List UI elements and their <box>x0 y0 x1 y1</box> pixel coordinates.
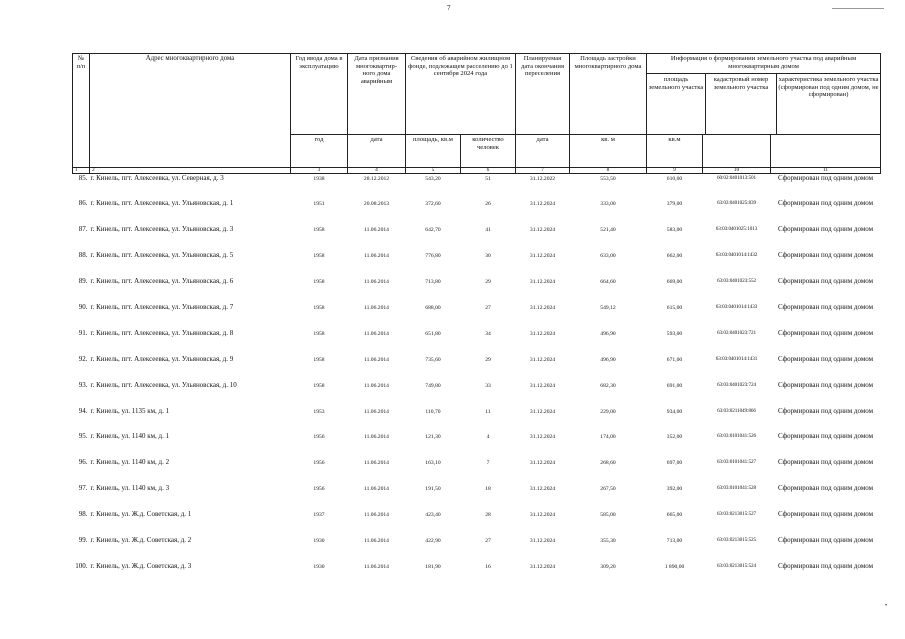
row-number: 96. <box>78 458 88 467</box>
cell-build-area: 585,00 <box>600 512 616 519</box>
cell-address <box>78 174 291 200</box>
cell-planned: 31.12.2024 <box>529 512 556 519</box>
cell-planned: 31.12.2024 <box>529 382 556 389</box>
cell-date: 11.06.2014 <box>364 382 389 389</box>
row-number: 92. <box>78 354 88 363</box>
cell-date: 11.06.2014 <box>364 486 389 493</box>
cell-planned: 31.12.2024 <box>529 227 556 234</box>
table-row <box>73 329 881 355</box>
col-number: 8 <box>570 168 647 174</box>
cell-address <box>75 561 291 588</box>
cell-date: 11.06.2014 <box>364 356 389 363</box>
address-text: г. Кинель, ул. 1140 км, д. 2 <box>90 458 170 467</box>
cell-people: 7 <box>486 460 490 467</box>
cell-year: 1958 <box>313 304 325 311</box>
table-row <box>73 174 881 200</box>
page-number: 7 <box>447 4 451 12</box>
cell-people: 28 <box>485 512 491 519</box>
cell-people: 41 <box>485 227 491 234</box>
cell-land-area: 671,00 <box>666 356 683 363</box>
cell-cadastral: 63:03:0211049:866 <box>717 407 756 414</box>
cell-address <box>78 277 291 303</box>
unit-blank-char <box>771 135 881 168</box>
cell-cadastral: 63:03:0401025:1013 <box>715 226 758 233</box>
cell-date: 11.06.2014 <box>364 330 389 337</box>
cell-address <box>78 458 291 484</box>
unit-date-planned: дата <box>516 135 570 168</box>
unit-blank-cadastral <box>703 135 771 168</box>
col-number: 9 <box>647 168 703 174</box>
cell-area: 423,40 <box>425 512 441 519</box>
cell-year: 1956 <box>313 486 325 493</box>
cell-date: 11.06.2014 <box>364 253 389 260</box>
col-number: 1 <box>73 168 90 174</box>
cell-area: 776,80 <box>425 253 441 260</box>
cell-area: 713,80 <box>425 279 441 286</box>
cell-cadastral: 63:03:0101041:528 <box>717 485 756 492</box>
cell-date: 11.06.2014 <box>364 434 389 441</box>
cell-address <box>78 535 291 562</box>
cell-planned: 31.12.2024 <box>529 253 556 260</box>
col-number: 3 <box>291 168 348 174</box>
cell-land-area: 691,00 <box>666 382 683 389</box>
cell-land-area: 1 890,00 <box>664 563 685 570</box>
cell-cadastral: 63:03:0101041:527 <box>717 459 756 466</box>
cell-land-area: 379,00 <box>666 201 683 208</box>
cell-area: 181,90 <box>425 563 441 570</box>
cell-date: 11.06.2014 <box>364 304 389 311</box>
row-number: 85. <box>78 174 88 182</box>
col-number: 11 <box>771 168 881 174</box>
table-row <box>73 407 881 433</box>
cell-area: 191,50 <box>425 486 441 493</box>
cell-planned: 31.12.2024 <box>529 356 556 363</box>
table-row <box>73 225 881 251</box>
cell-cadastral: 63:03:0401014:1431 <box>715 355 758 362</box>
cell-people: 11 <box>485 408 491 415</box>
cell-people: 27 <box>485 537 491 544</box>
header-building-area: Площадь застройки многоквартирного дома <box>570 54 647 135</box>
cell-land-char: Сформирован под одним домом <box>777 251 874 260</box>
address-text: г. Кинель, ул. Ж.д. Советская, д. 2 <box>90 535 192 544</box>
cell-area: 543,20 <box>425 176 441 182</box>
header-planned-date: Планируемая дата окончания переселения <box>516 54 570 135</box>
cell-build-area: 268,60 <box>600 460 616 467</box>
cell-people: 34 <box>485 330 491 337</box>
row-number: 87. <box>78 225 88 234</box>
cell-land-char: Сформирован под одним домом <box>777 510 874 519</box>
cell-land-area: 593,00 <box>666 330 683 337</box>
cell-planned: 31.12.2024 <box>529 537 556 544</box>
cell-people: 18 <box>485 486 491 493</box>
address-text: г. Кинель, пгт. Алексеевка, ул. Ульяновская, д. 6 <box>90 277 234 286</box>
cell-land-char: Сформирован под одним домом <box>777 302 874 311</box>
cell-date: 28.12.2012 <box>363 176 390 182</box>
cell-year: 1958 <box>313 279 325 286</box>
cell-year: 1958 <box>313 382 325 389</box>
top-rule <box>832 8 884 9</box>
cell-build-area: 355,30 <box>600 537 616 544</box>
row-number: 100. <box>75 561 88 570</box>
cell-cadastral: 60:02:0401013:501 <box>717 175 756 181</box>
cell-build-area: 521,40 <box>600 227 616 234</box>
cell-cadastral: 63:03:0401023:552 <box>717 278 756 285</box>
table-row <box>73 458 881 484</box>
col-number: 2 <box>90 168 291 174</box>
cell-year: 1956 <box>313 460 325 467</box>
cell-build-area: 333,00 <box>600 201 616 208</box>
cell-land-char: Сформирован под одним домом <box>777 225 874 234</box>
cell-area: 651,80 <box>425 330 441 337</box>
cell-build-area: 496,90 <box>600 356 616 363</box>
cell-year: 1958 <box>313 356 325 363</box>
header-cadastral: кадастровый номер земельного участка <box>706 74 777 134</box>
cell-area: 163,10 <box>425 460 441 467</box>
unit-sqm: кв. м <box>570 135 647 168</box>
table-row <box>73 562 881 588</box>
cell-people: 29 <box>485 279 491 286</box>
col-number: 7 <box>516 168 570 174</box>
cell-people: 33 <box>485 382 491 389</box>
cell-planned: 31.12.2024 <box>529 460 556 467</box>
cell-build-area: 664,60 <box>600 279 616 286</box>
cell-land-char: Сформирован под одним домом <box>777 328 874 337</box>
cell-build-area: 267,50 <box>600 486 616 493</box>
cell-area: 642,70 <box>425 227 441 234</box>
cell-land-area: 392,00 <box>666 486 683 493</box>
cell-year: 1956 <box>313 434 325 441</box>
cell-build-area: 496,90 <box>600 330 616 337</box>
header-date-recognition: Дата признания многоквартир-ного дома аварийным <box>348 54 406 135</box>
header-n: № п/п <box>73 54 90 168</box>
row-number: 98. <box>78 510 88 519</box>
table-row <box>73 277 881 303</box>
cell-date: 11.06.2014 <box>364 563 389 570</box>
cell-build-area: 682,30 <box>600 382 616 389</box>
cell-address <box>78 199 291 225</box>
table-row <box>73 381 881 407</box>
address-text: г. Кинель, ул. 1140 км, д. 3 <box>90 484 170 493</box>
table-body <box>73 174 881 588</box>
cell-land-char: Сформирован под одним домом <box>777 174 874 182</box>
col-number: 5 <box>406 168 461 174</box>
table-row <box>73 432 881 458</box>
cell-address <box>78 302 291 329</box>
cell-address <box>78 354 291 381</box>
cell-year: 1937 <box>313 512 325 519</box>
address-text: г. Кинель, пгт. Алексеевка, ул. Ульяновская, д. 7 <box>90 302 234 311</box>
row-number: 99. <box>78 535 88 544</box>
address-text: г. Кинель, пгт. Алексеевка, ул. Ульяновская, д. 10 <box>90 380 237 389</box>
cell-planned: 31.12.2024 <box>529 563 556 570</box>
cell-land-char: Сформирован под одним домом <box>777 458 874 467</box>
cell-cadastral: 63:03:0401023:724 <box>717 381 756 388</box>
cell-address <box>78 510 291 536</box>
header-land-area: площадь земельного участка <box>647 74 706 134</box>
cell-build-area: 229,00 <box>600 408 616 415</box>
row-number: 91. <box>78 328 88 337</box>
address-text: г. Кинель, ул. Ж.д. Советская, д. 1 <box>90 510 192 519</box>
header-land-subcols <box>647 74 880 134</box>
cell-planned: 31.12.2024 <box>529 434 556 441</box>
cell-land-area: 583,00 <box>666 227 683 234</box>
cell-year: 1953 <box>313 408 325 415</box>
row-number: 94. <box>78 406 88 415</box>
cell-planned: 31.12.2024 <box>529 304 556 311</box>
cell-date: 20.08.2013 <box>363 201 390 208</box>
cell-cadastral: 63:03:0213015:524 <box>717 562 756 569</box>
table-row <box>73 251 881 277</box>
cell-land-area: 352,00 <box>666 434 683 441</box>
cell-people: 26 <box>485 201 491 208</box>
table-row <box>73 355 881 381</box>
cell-address <box>78 225 291 251</box>
table-row <box>73 199 881 225</box>
cell-year: 1958 <box>313 227 325 234</box>
cell-people: 27 <box>485 304 491 311</box>
cell-planned: 31.12.2024 <box>529 279 556 286</box>
cell-cadastral: 63:03:0401023:721 <box>717 329 756 336</box>
unit-sqm-land: кв.м <box>647 135 703 168</box>
table-row <box>73 484 881 510</box>
row-number: 89. <box>78 277 88 286</box>
header-land-info: Информация о формировании земельного участка под аварийным многоквартирным домом <box>647 54 880 74</box>
cell-land-char: Сформирован под одним домом <box>777 484 874 493</box>
cell-cadastral: 63:03:0101041:526 <box>717 433 756 440</box>
cell-year: 1958 <box>313 253 325 260</box>
col-number: 4 <box>348 168 406 174</box>
row-number: 90. <box>78 302 88 311</box>
address-text: г. Кинель, пгт. Алексеевка, ул. Ульяновская, д. 8 <box>90 328 234 337</box>
cell-area: 422,90 <box>425 537 441 544</box>
cell-planned: 31.12.2024 <box>529 330 556 337</box>
row-number: 95. <box>78 432 88 441</box>
cell-land-area: 665,00 <box>666 512 683 519</box>
cell-cadastral: 63:03:0401014:1433 <box>715 303 758 310</box>
cell-address <box>78 251 291 277</box>
cell-area: 735,60 <box>425 356 441 363</box>
address-text: г. Кинель, ул. 1135 км, д. 1 <box>90 406 170 415</box>
cell-land-area: 934,00 <box>666 408 683 415</box>
cell-land-char: Сформирован под одним домом <box>777 277 874 286</box>
row-number: 88. <box>78 251 88 260</box>
cell-cadastral: 63:03:0401025:839 <box>717 200 756 207</box>
cell-planned: 31.12.2024 <box>529 201 556 208</box>
address-text: г. Кинель, пгт. Алексеевка, ул. Ульяновская, д. 3 <box>90 225 234 234</box>
cell-land-area: 669,00 <box>666 279 683 286</box>
cell-build-area: 174,00 <box>600 434 616 441</box>
cell-address <box>78 432 291 458</box>
header-address: Адрес многоквартирного дома <box>90 54 291 168</box>
cell-date: 11.06.2014 <box>364 512 389 519</box>
cell-planned: 31.12.2024 <box>529 408 556 415</box>
cell-area: 749,80 <box>425 382 441 389</box>
cell-people: 29 <box>485 356 491 363</box>
cell-land-char: Сформирован под одним домом <box>777 561 874 570</box>
cell-build-area: 309,20 <box>600 563 616 570</box>
cell-land-char: Сформирован под одним домом <box>777 535 874 544</box>
address-text: г. Кинель, пгт. Алексеевка, ул. Ульяновская, д. 5 <box>90 251 234 260</box>
cell-people: 16 <box>485 563 491 570</box>
cell-year: 1930 <box>313 537 325 544</box>
cell-people: 51 <box>485 176 491 182</box>
cell-year: 1930 <box>313 563 325 570</box>
unit-date: дата <box>348 135 406 168</box>
cell-land-char: Сформирован под одним домом <box>777 354 874 363</box>
cell-land-char: Сформирован под одним домом <box>777 432 874 441</box>
cell-land-char: Сформирован под одним домом <box>777 406 874 415</box>
cell-area: 688,00 <box>425 304 441 311</box>
cell-planned: 31.12.2022 <box>529 176 556 182</box>
unit-year: год <box>291 135 348 168</box>
cell-land-area: 697,00 <box>666 460 683 467</box>
cell-date: 11.06.2014 <box>364 460 389 467</box>
cell-address <box>78 484 291 510</box>
cell-address <box>78 406 291 433</box>
scan-dot: • <box>885 603 888 609</box>
header-land-char: характеристика земельного участка (сформирован под одним домом, не сформирован) <box>778 76 879 99</box>
row-number: 86. <box>78 199 88 208</box>
cell-area: 121,30 <box>425 434 441 441</box>
cell-cadastral: 63:03:0213015:527 <box>717 511 756 518</box>
table-row <box>73 536 881 562</box>
cell-area: 110,70 <box>425 408 441 415</box>
cell-year: 1958 <box>313 330 325 337</box>
address-text: г. Кинель, ул. 1140 км, д. 1 <box>90 432 170 441</box>
cell-land-area: 615,00 <box>666 304 683 311</box>
cell-area: 372,60 <box>425 201 441 208</box>
address-text: г. Кинель, ул. Ж.д. Советская, д. 3 <box>90 561 192 570</box>
cell-date: 11.06.2014 <box>364 537 389 544</box>
address-text: г. Кинель, пгт. Алексеевка, ул. Северная, д. 3 <box>90 174 224 182</box>
cell-land-area: 662,00 <box>666 253 683 260</box>
cell-land-area: 713,00 <box>666 537 683 544</box>
cell-people: 30 <box>485 253 491 260</box>
header-emergency-info: Сведения об аварийном жилищном фонде, подлежащем расселению до 1 сентября 2024 года <box>406 54 516 135</box>
col-number: 6 <box>461 168 516 174</box>
cell-land-char: Сформирован под одним домом <box>777 380 874 389</box>
cell-year: 1951 <box>313 201 325 208</box>
header-year-entry: Год ввода дома в эксплуатацию <box>291 54 348 135</box>
row-number: 97. <box>78 484 88 493</box>
header-land-info-group <box>647 54 881 135</box>
row-number: 93. <box>78 380 88 389</box>
cell-build-area: 633,00 <box>600 253 616 260</box>
emergency-housing-table <box>72 53 881 588</box>
col-number: 10 <box>703 168 771 174</box>
address-text: г. Кинель, пгт. Алексеевка, ул. Ульяновская, д. 1 <box>90 199 234 208</box>
cell-build-area: 553,50 <box>600 176 616 182</box>
cell-address <box>78 328 291 355</box>
address-text: г. Кинель, пгт. Алексеевка, ул. Ульяновская, д. 9 <box>90 354 234 363</box>
cell-date: 11.06.2014 <box>364 279 389 286</box>
cell-cadastral: 63:03:0213015:525 <box>717 536 756 543</box>
cell-land-area: 610,00 <box>666 176 683 182</box>
table-header <box>73 54 881 174</box>
unit-people: количество человек <box>461 135 516 168</box>
cell-date: 11.06.2014 <box>364 408 389 415</box>
table-row <box>73 510 881 536</box>
table-row <box>73 303 881 329</box>
cell-year: 1938 <box>313 176 325 182</box>
cell-cadastral: 63:03:0401014:1432 <box>715 252 758 259</box>
unit-area: площадь, кв.м <box>406 135 461 168</box>
cell-planned: 31.12.2024 <box>529 486 556 493</box>
cell-date: 11.06.2014 <box>364 227 389 234</box>
cell-build-area: 549,12 <box>600 304 616 311</box>
cell-land-char: Сформирован под одним домом <box>777 199 874 208</box>
cell-people: 4 <box>486 434 490 441</box>
cell-address <box>78 380 291 407</box>
